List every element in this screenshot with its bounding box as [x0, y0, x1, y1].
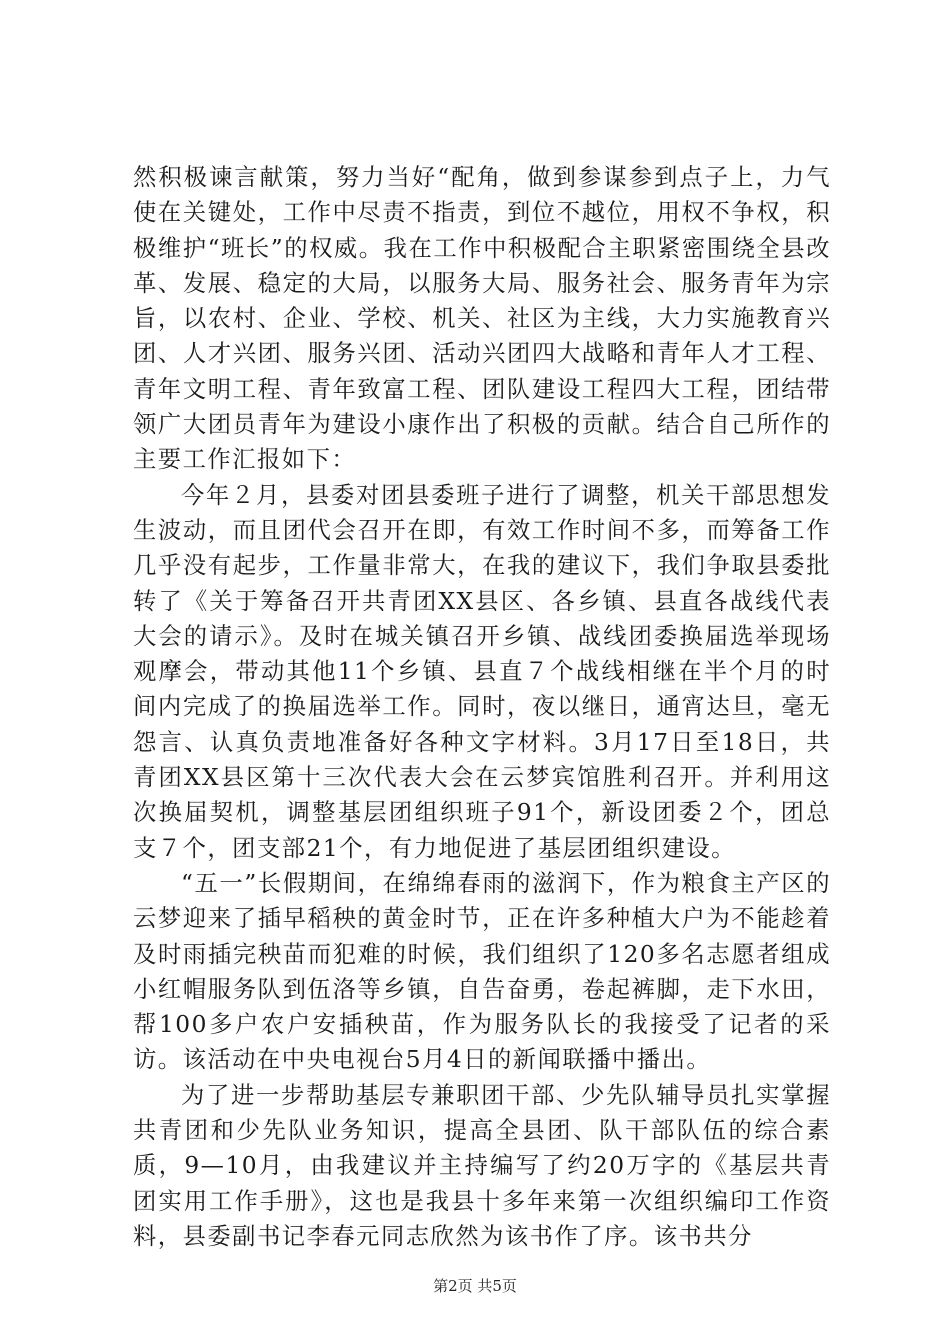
paragraph-may-day-volunteers: “五一”长假期间，在绵绵春雨的滋润下，作为粮食主产区的云梦迎来了插早稻秧的黄金时节，正在许多种植大户为不能趁着及时雨插完秧苗而犯难的时候，我们组织了120多名志愿者组成小红帽服务队到伍洛等乡镇，自告奋勇，卷起裤脚，走下水田，帮100多户农户安插秧苗，作为服务队长的我接受了记者的采访。该活动在中央电视台5月4日的新闻联播中播出。 — [133, 869, 831, 1074]
paragraph-team-congress: 今年２月，县委对团县委班子进行了调整，机关干部思想发生波动，而且团代会召开在即，有效工作时间不多，而筹备工作几乎没有起步，工作量非常大，在我的建议下，我们争取县委批转了《关于筹备召开共青团XX县区、各乡镇、县直各战线代表大会的请示》。及时在城关镇召开乡镇、战线团委换届选举现场观摩会，带动其他11个乡镇、县直７个战线相继在半个月的时间内完成了的换届选举工作。同时，夜以继日，通宵达旦，毫无怨言、认真负责地准备好各种文字材料。3月17日至18日，共青团XX县区第十三次代表大会在云梦宾馆胜利召开。并利用这次换届契机，调整基层团组织班子91个，新设团委２个，团总支７个，团支部21个，有力地促进了基层团组织建设。 — [133, 481, 831, 862]
paragraph-work-handbook: 为了进一步帮助基层专兼职团干部、少先队辅导员扎实掌握共青团和少先队业务知识，提高全县团、队干部队伍的综合素质，9—10月，由我建议并主持编写了约20万字的《基层共青团实用工作手册》，这也是我县十多年来第一次组织编印工作资料，县委副书记李春元同志欣然为该书作了序。该书共分 — [133, 1081, 831, 1250]
page-number-footer: 第2页 共5页 — [433, 1277, 517, 1295]
document-body — [133, 160, 831, 1254]
paragraph-continuation: 然积极谏言献策，努力当好“配角，做到参谋参到点子上，力气使在关键处，工作中尽责不指责，到位不越位，用权不争权，积极维护“班长”的权威。我在工作中积极配合主职紧密围绕全县改革、发展、稳定的大局，以服务大局、服务社会、服务青年为宗旨，以农村、企业、学校、机关、社区为主线，大力实施教育兴团、人才兴团、服务兴团、活动兴团四大战略和青年人才工程、青年文明工程、青年致富工程、团队建设工程四大工程，团结带领广大团员青年为建设小康作出了积极的贡献。结合自己所作的主要工作汇报如下： — [133, 164, 831, 474]
